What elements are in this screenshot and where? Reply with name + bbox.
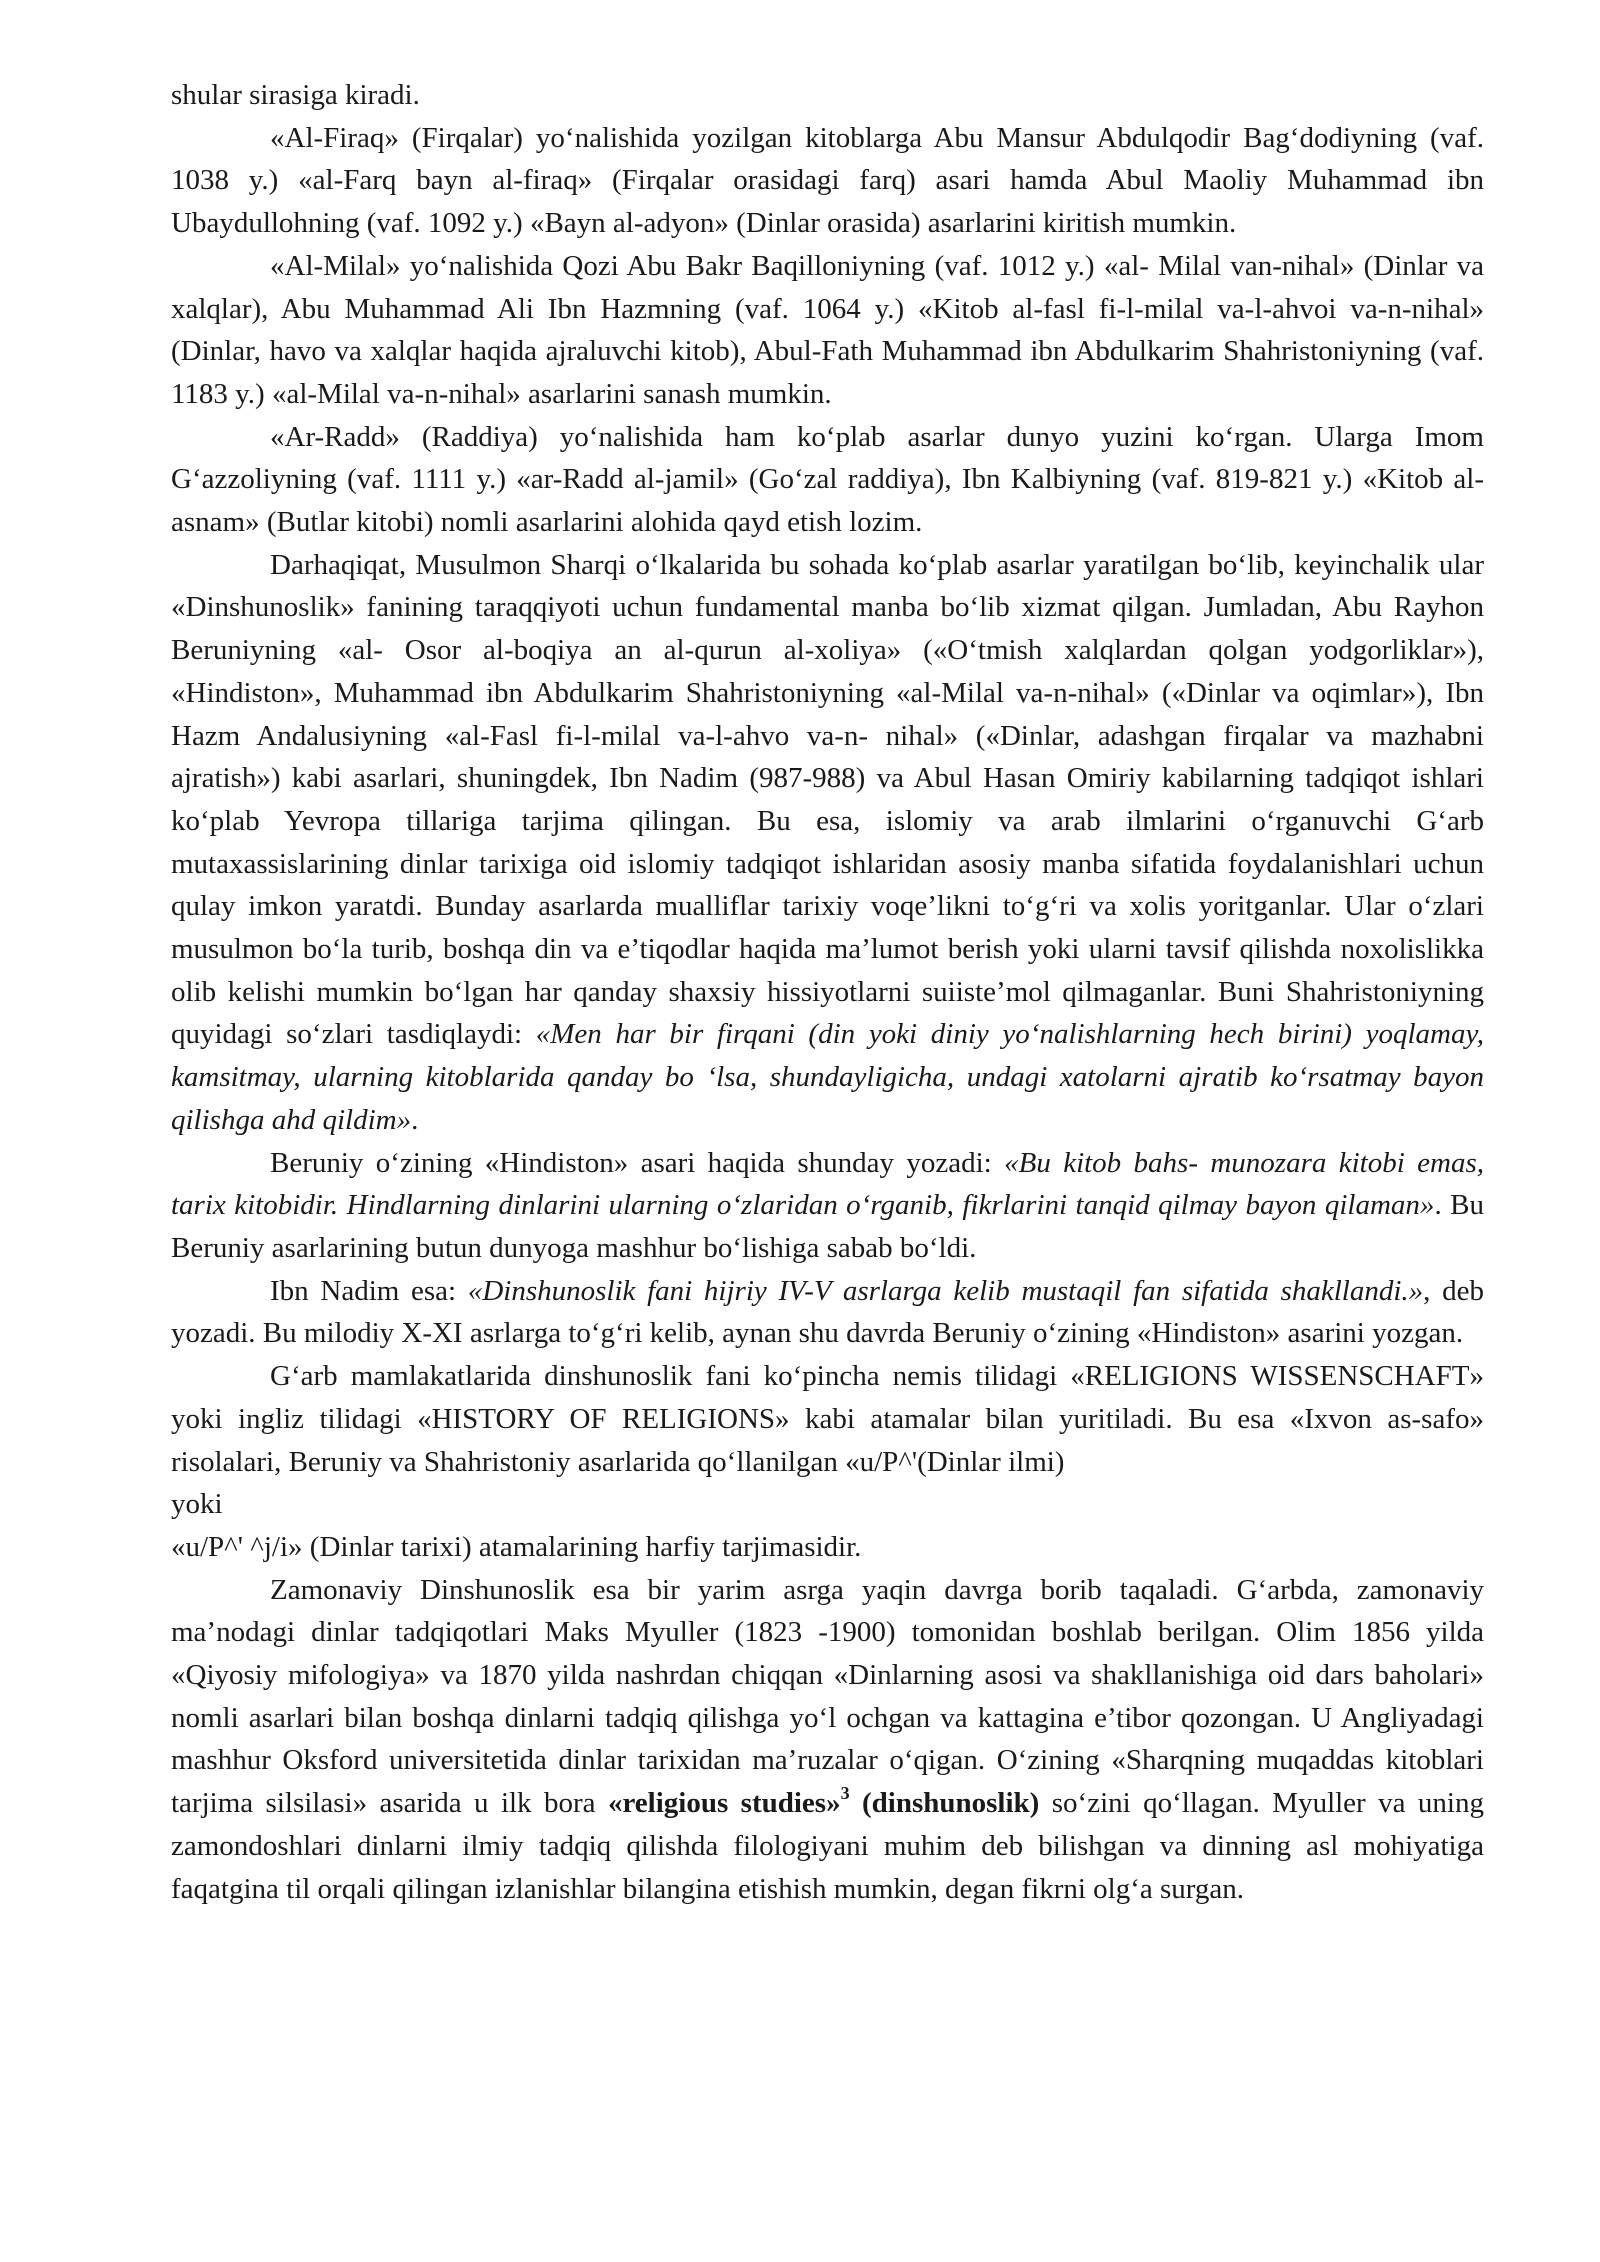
paragraph-text: . [411, 1103, 419, 1136]
document-page [171, 74, 1484, 1910]
paragraph-text: Beruniy o‘zining «Hindiston» asari haqida shunday yozadi: [270, 1146, 1005, 1179]
paragraph-text: , deb yozadi. Bu milodiy X-XI asrlarga to‘g‘ri kelib, aynan shu davrda Beruniy o‘zining «Hindiston» asarini yozgan. [171, 1274, 1484, 1350]
paragraph-al-milal [171, 245, 1484, 416]
paragraph-darhaqiqat [171, 544, 1484, 1142]
shahristoniy-quote: «Men har bir firqani (din yoki diniy yo‘nalishlarning hech birini) yoqlamay, kamsitmay, ularning kitoblarida qanday bo ‘lsa, shundayligicha, undagi xatolarni ajratib ko‘rsatmay bayon qilishga ahd qildim» [171, 1018, 1484, 1136]
paragraph-text: so‘zini qo‘llagan. Myuller va uning zamondoshlari dinlarni ilmiy tadqiq qilishda filologiyani muhim deb bilishgan va dinning asl mohiyatiga faqatgina til orqali qilingan izlanishlar bilangina etishish mumkin, degan fikrni olg‘a surgan. [171, 1787, 1484, 1905]
paragraph-text: . Bu Beruniy asarlarining butun dunyoga mashhur bo‘lishiga sabab bo‘ldi. [171, 1189, 1485, 1264]
paragraph-ar-radd [171, 416, 1484, 544]
paragraph-text: «Al-Firaq» (Firqalar) yo‘nalishida yozilgan kitoblarga Abu Mansur Abdulqodir Bag‘dodiyning (vaf. 1038 y.) «al-Farq bayn al-firaq» (Firqalar orasidagi farq) asari hamda Abul Maoliy Muhammad ibn Ubaydullohning (vaf. 1092 y.) «Bayn al-adyon» (Dinlar orasida) asarlarini kiritish mumkin. [171, 121, 1484, 240]
paragraph-garb [171, 1355, 1484, 1483]
paragraph-fragment-dinlar-tarixi [171, 1526, 1484, 1569]
paragraph-al-firaq [171, 117, 1484, 245]
religious-studies-term: «religious studies» [607, 1787, 841, 1820]
paragraph-text: Darhaqiqat, Musulmon Sharqi o‘lkalarida bu sohada ko‘plab asarlar yaratilgan bo‘lib, keyinchalik ular «Dinshunoslik» fanining taraqqiyoti uchun fundamental manba bo‘lib xizmat qilgan. Jumladan, Abu Rayhon Beruniyning «al- Osor al-boqiya an al-qurun al-xoliya» («O‘tmish xalqlardan qolgan yodgorliklar»), «Hindiston», Muhammad ibn Abdulkarim Shahristoniyning «al-Milal va-n-nihal» («Dinlar va oqimlar»), Ibn Hazm Andalusiyning «al-Fasl fi-l-milal va-l-ahvo va-n- nihal» («Dinlar, adashgan firqalar va mazhabni ajratish») kabi asarlari, shuningdek, Ibn Nadim (987-988) va Abul Hasan Omiriy kabilarning tadqiqot ishlari ko‘plab Yevropa tillariga tarjima qilingan. Bu esa, islomiy va arab ilmlarini o‘rganuvchi G‘arb mutaxassislarining dinlar tarixiga oid islomiy tadqiqot ishlaridan asosiy manba sifatida foydalanishlari uchun qulay imkon yaratdi. Bunday asarlarda mualliflar tarixiy voqe’likni to‘g‘ri va xolis yoritganlar. Ular o‘zlari musulmon bo‘la turib, boshqa din va e’tiqodlar haqida ma’lumot berish yoki ularni tavsif qilishda noxolislikka olib kelishi mumkin bo‘lgan har qanday shaxsiy hissiyotlarni suiiste’mol qilmaganlar. Buni Shahristoniyning quyidagi so‘zlari tasdiqlaydi: [171, 548, 1484, 1051]
paragraph-continuation [171, 74, 1484, 117]
paragraph-text: yoki [171, 1488, 223, 1521]
paragraph-beruniy [171, 1142, 1484, 1270]
paragraph-text: Ibn Nadim esa: [270, 1274, 468, 1307]
paragraph-text: G‘arb mamlakatlarida dinshunoslik fani ko‘pincha nemis tilidagi «RELIGIONS WISSENSCHAFT» yoki ingliz tilidagi «HISTORY OF RELIGIONS» kabi atamalar bilan yuritiladi. Bu esa «Ixvon as-safo» risolalari, Beruniy va Shahristoniy asarlarida qo‘llanilgan «u/P^'(Dinlar ilmi) [171, 1360, 1484, 1478]
paragraph-text: «Ar-Radd» (Raddiya) yo‘nalishida ham ko‘plab asarlar dunyo yuzini ko‘rgan. Ularga Imom G‘azzoliyning (vaf. 1111 y.) «ar-Radd al-jamil» (Go‘zal raddiya), Ibn Kalbiyning (vaf. 819-821 y.) «Kitob al-asnam» (Butlar kitobi) nomli asarlarini alohida qayd etish lozim. [171, 420, 1484, 539]
paragraph-text: «Al-Milal» yo‘nalishida Qozi Abu Bakr Baqilloniyning (vaf. 1012 y.) «al- Milal van-nihal» (Dinlar va xalqlar), Abu Muhammad Ali Ibn Hazmning (vaf. 1064 y.) «Kitob al-fasl fi-l-milal va-l-ahvoi va-n-nihal» (Dinlar, havo va xalqlar haqida ajraluvchi kitob), Abul-Fath Muhammad ibn Abdulkarim Shahristoniyning (vaf. 1183 y.) «al-Milal va-n-nihal» asarlarini sanash mumkin. [171, 249, 1484, 410]
ibn-nadim-quote: «Dinshunoslik fani hijriy IV-V asrlarga kelib mustaqil fan sifatida shakllandi.» [467, 1274, 1424, 1307]
footnote-reference[interactable]: 3 [840, 1783, 850, 1804]
paragraph-text: Zamonaviy Dinshunoslik esa bir yarim asrga yaqin davrga borib taqaladi. G‘arbda, zamonaviy ma’nodagi dinlar tadqiqotlari Maks Myuller (1823 -1900) tomonidan boshlab berilgan. Olim 1856 yilda «Qiyosiy mifologiya» va 1870 yilda nashrdan chiqqan «Dinlarning asosi va shakllanishiga oid dars baholari» nomli asarlari bilan boshqa dinlarni tadqiq qilishga yo‘l ochgan va kattagina e’tibor qozongan. U Angliyadagi mashhur Oksford universitetida dinlar tarixidan ma’ruzalar o‘qigan. O‘zining «Sharqning muqaddas kitoblari tarjima silsilasi» asarida u ilk bora [171, 1573, 1484, 1820]
dinshunoslik-gloss: (dinshunoslik) [849, 1787, 1040, 1820]
paragraph-ibn-nadim [171, 1270, 1484, 1355]
paragraph-zamonaviy [171, 1569, 1484, 1911]
beruniy-quote: «Bu kitob bahs- munozara kitobi emas, tarix kitobidir. Hindlarning dinlarini ularning o‘zlaridan o‘rganib, fikrlarini tanqid qilmay bayon qilaman» [171, 1146, 1484, 1222]
paragraph-fragment-yoki [171, 1483, 1484, 1526]
paragraph-text: «u/P^' ^j/i» (Dinlar tarixi) atamalarining harfiy tarjimasidir. [171, 1530, 862, 1563]
paragraph-text: shular sirasiga kiradi. [171, 79, 420, 111]
